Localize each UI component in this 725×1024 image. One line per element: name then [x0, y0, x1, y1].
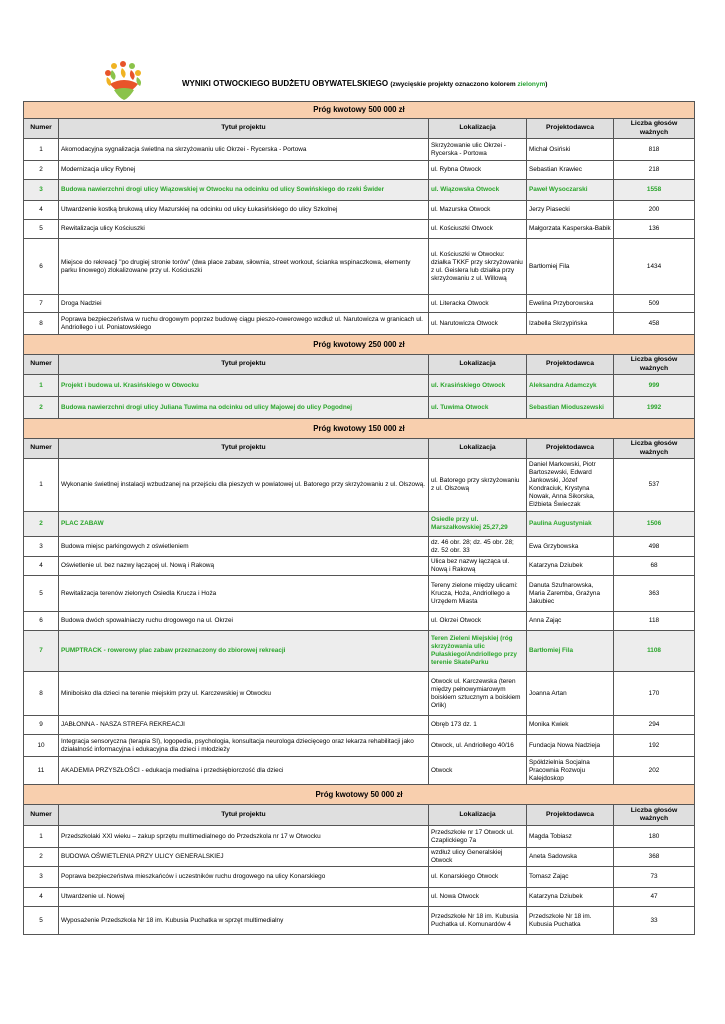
- cell-author: Ewelina Przyborowska: [527, 295, 614, 313]
- cell-author: Joanna Artan: [527, 672, 614, 716]
- cell-votes: 363: [614, 576, 695, 612]
- cell-project-title: Budowa nawierzchni drogi ulicy Wiązowskiej w Otwocku na odcinku od ulicy Sowińskiego do rzeki Świder: [59, 180, 429, 201]
- cell-number: 1: [24, 139, 59, 161]
- cell-votes: 1506: [614, 512, 695, 537]
- section-title: Próg kwotowy 250 000 zł: [24, 335, 695, 355]
- header-title: Tytuł projektu: [59, 805, 429, 826]
- cell-votes: 180: [614, 826, 695, 848]
- cell-number: 3: [24, 180, 59, 201]
- cell-number: 6: [24, 612, 59, 631]
- cell-author: Daniel Markowski, Piotr Bartoszewski, Edward Jankowski, Józef Kondraciuk, Krystyna Nowak, Anna Sikorska, Elżbieta Świeczak: [527, 459, 614, 512]
- table-row: [24, 180, 695, 201]
- title-note: (zwycięskie projekty oznaczono kolorem zielonym): [390, 81, 548, 88]
- column-header-row: [24, 805, 695, 826]
- cell-location: ul. Batorego przy skrzyżowaniu z ul. Olszową: [429, 459, 527, 512]
- table-row: [24, 735, 695, 757]
- cell-author: Danuta Szufnarowska, Maria Zaremba, Grażyna Jakubiec: [527, 576, 614, 612]
- cell-project-title: PLAC ZABAW: [59, 512, 429, 537]
- results-table: [23, 101, 695, 935]
- cell-author: Spółdzielnia Socjalna Pracownia Rozwoju Kalejdoskop: [527, 757, 614, 785]
- cell-location: ul. Konarskiego Otwock: [429, 867, 527, 888]
- header-author: Projektodawca: [527, 439, 614, 459]
- section-title-row: [24, 785, 695, 805]
- cell-project-title: AKADEMIA PRZYSZŁOŚCI - edukacja medialna i przedsiębiorczość dla dzieci: [59, 757, 429, 785]
- cell-location: ul. Krasińskiego Otwock: [429, 375, 527, 397]
- cell-votes: 509: [614, 295, 695, 313]
- table-row: [24, 459, 695, 512]
- column-header-row: [24, 355, 695, 375]
- cell-location: Tereny zielone między ulicami: Krucza, Hoża, Andriollego a Urzędem Miasta: [429, 576, 527, 612]
- cell-number: 9: [24, 716, 59, 735]
- cell-location: Teren Zieleni Miejskiej (róg skrzyżowania ulic Pułaskiego/Andriollego przy terenie SkateParku: [429, 631, 527, 672]
- cell-location: ul. Kościuszki Otwock: [429, 220, 527, 239]
- cell-number: 3: [24, 537, 59, 557]
- table-row: [24, 867, 695, 888]
- cell-project-title: Utwardzenie kostką brukową ulicy Mazurskiej na odcinku od ulicy Łukasińskiego do ulicy Szkolnej: [59, 201, 429, 220]
- cell-number: 4: [24, 201, 59, 220]
- table-row: [24, 239, 695, 295]
- cell-author: Katarzyna Dziubek: [527, 888, 614, 907]
- header-author: Projektodawca: [527, 805, 614, 826]
- cell-project-title: Projekt i budowa ul. Krasińskiego w Otwocku: [59, 375, 429, 397]
- document-title: [182, 79, 547, 88]
- cell-number: 1: [24, 826, 59, 848]
- cell-author: Izabella Skrzypińska: [527, 313, 614, 335]
- table-row: [24, 397, 695, 419]
- section-title: Próg kwotowy 500 000 zł: [24, 102, 695, 119]
- column-header-row: [24, 439, 695, 459]
- header-number: Numer: [24, 355, 59, 375]
- cell-votes: 498: [614, 537, 695, 557]
- section-title-row: [24, 102, 695, 119]
- cell-number: 8: [24, 672, 59, 716]
- table-row: [24, 826, 695, 848]
- cell-number: 5: [24, 220, 59, 239]
- cell-votes: 818: [614, 139, 695, 161]
- cell-number: 1: [24, 459, 59, 512]
- header-title: Tytuł projektu: [59, 119, 429, 139]
- header-votes: Liczba głosów ważnych: [614, 355, 695, 375]
- table-row: [24, 313, 695, 335]
- section-title-row: [24, 419, 695, 439]
- section-title: Próg kwotowy 50 000 zł: [24, 785, 695, 805]
- cell-location: ul. Nowa Otwock: [429, 888, 527, 907]
- cell-project-title: Miejsce do rekreacji "po drugiej stronie torów" (dwa place zabaw, siłownia, street workout, ścianka wspinaczkowa, elementy parku linowego) zlokalizowane przy ul. Kościuszki: [59, 239, 429, 295]
- cell-project-title: Akomodacyjna sygnalizacja świetlna na skrzyżowaniu ulic Okrzei - Rycerska - Portowa: [59, 139, 429, 161]
- table-row: [24, 716, 695, 735]
- header-title: Tytuł projektu: [59, 439, 429, 459]
- cell-location: ul. Literacka Otwock: [429, 295, 527, 313]
- cell-project-title: Budowa miejsc parkingowych z oświetleniem: [59, 537, 429, 557]
- cell-project-title: Wykonanie świetlnej instalacji wzbudzanej na przejściu dla pieszych w powiatowej ul. Batorego przy skrzyżowaniu z ul. Olszową.: [59, 459, 429, 512]
- table-row: [24, 375, 695, 397]
- cell-location: ul. Tuwima Otwock: [429, 397, 527, 419]
- green-note: zielonym: [517, 81, 546, 88]
- table-row: [24, 757, 695, 785]
- cell-author: Anna Zając: [527, 612, 614, 631]
- cell-author: Sebastian Mioduszewski: [527, 397, 614, 419]
- header-location: Lokalizacja: [429, 805, 527, 826]
- cell-author: Bartłomiej Fila: [527, 631, 614, 672]
- cell-author: Tomasz Zając: [527, 867, 614, 888]
- cell-author: Paulina Augustyniak: [527, 512, 614, 537]
- cell-author: Monika Kwiek: [527, 716, 614, 735]
- cell-location: ul. Wiązowska Otwock: [429, 180, 527, 201]
- cell-project-title: Miniboisko dla dzieci na terenie miejskim przy ul. Karczewskiej w Otwocku: [59, 672, 429, 716]
- cell-location: ul. Rybna Otwock: [429, 161, 527, 180]
- cell-author: Katarzyna Dziubek: [527, 557, 614, 576]
- cell-number: 7: [24, 631, 59, 672]
- cell-author: Michał Osiński: [527, 139, 614, 161]
- cell-votes: 202: [614, 757, 695, 785]
- header-location: Lokalizacja: [429, 119, 527, 139]
- header-location: Lokalizacja: [429, 439, 527, 459]
- cell-number: 11: [24, 757, 59, 785]
- header-votes: Liczba głosów ważnych: [614, 439, 695, 459]
- cell-location: ul. Okrzei Otwock: [429, 612, 527, 631]
- cell-number: 7: [24, 295, 59, 313]
- cell-project-title: Wyposażenie Przedszkola Nr 18 im. Kubusia Puchatka w sprzęt multimedialny: [59, 907, 429, 935]
- cell-project-title: Budowa nawierzchni drogi ulicy Juliana Tuwima na odcinku od ulicy Majowej do ulicy Pogodnej: [59, 397, 429, 419]
- cell-votes: 68: [614, 557, 695, 576]
- table-row: [24, 888, 695, 907]
- cell-location: ul. Kościuszki w Otwocku: działka TKKF przy skrzyżowaniu z ul. Geislera lub działka przy skrzyżowaniu z ul. Willową: [429, 239, 527, 295]
- cell-author: Fundacja Nowa Nadzieja: [527, 735, 614, 757]
- section-title: Próg kwotowy 150 000 zł: [24, 419, 695, 439]
- cell-number: 10: [24, 735, 59, 757]
- header-author: Projektodawca: [527, 355, 614, 375]
- cell-location: Osiedle przy ul. Marszałkowskiej 25,27,29: [429, 512, 527, 537]
- header-number: Numer: [24, 439, 59, 459]
- cell-votes: 368: [614, 848, 695, 867]
- table-row: [24, 139, 695, 161]
- cell-number: 2: [24, 161, 59, 180]
- cell-number: 1: [24, 375, 59, 397]
- budget-logo-icon: [100, 60, 148, 104]
- table-row: [24, 576, 695, 612]
- cell-votes: 458: [614, 313, 695, 335]
- table-row: [24, 201, 695, 220]
- cell-author: Aneta Sadowska: [527, 848, 614, 867]
- cell-project-title: Integracja sensoryczna (terapia SI), logopedia, psychologia, konsultacja neurologa dziecięcego oraz lekarza rehabilitacji jako działalność informacyjna i edukacyjna dla dzieci i młodzieży: [59, 735, 429, 757]
- table-row: [24, 907, 695, 935]
- table-row: [24, 848, 695, 867]
- cell-location: Przedszkole nr 17 Otwock ul. Czaplickiego 7a: [429, 826, 527, 848]
- cell-number: 4: [24, 557, 59, 576]
- header-number: Numer: [24, 805, 59, 826]
- cell-location: Otwock: [429, 757, 527, 785]
- cell-votes: 218: [614, 161, 695, 180]
- cell-author: Sebastian Krawiec: [527, 161, 614, 180]
- cell-project-title: Poprawa bezpieczeństwa w ruchu drogowym poprzez budowę ciągu pieszo-rowerowego wzdłuż ul. Narutowicza w granicach ul. Andriollego i ul. Poniatowskiego: [59, 313, 429, 335]
- cell-votes: 1108: [614, 631, 695, 672]
- cell-votes: 294: [614, 716, 695, 735]
- cell-author: Magda Tobiasz: [527, 826, 614, 848]
- cell-author: Paweł Wysoczarski: [527, 180, 614, 201]
- cell-project-title: Oświetlenie ul. bez nazwy łączącej ul. Nową i Rakową: [59, 557, 429, 576]
- cell-author: Przedszkole Nr 18 im. Kubusia Puchatka: [527, 907, 614, 935]
- column-header-row: [24, 119, 695, 139]
- cell-votes: 170: [614, 672, 695, 716]
- header-number: Numer: [24, 119, 59, 139]
- cell-location: dz. 46 obr. 28; dz. 45 obr. 28; dz. 52 obr. 33: [429, 537, 527, 557]
- cell-location: Przedszkole Nr 18 im. Kubusia Puchatka ul. Komunardów 4: [429, 907, 527, 935]
- cell-author: Ewa Grzybowska: [527, 537, 614, 557]
- cell-project-title: Rewitalizacja ulicy Kościuszki: [59, 220, 429, 239]
- header-votes: Liczba głosów ważnych: [614, 119, 695, 139]
- cell-votes: 1558: [614, 180, 695, 201]
- cell-number: 3: [24, 867, 59, 888]
- cell-votes: 1434: [614, 239, 695, 295]
- cell-project-title: BUDOWA OŚWIETLENIA PRZY ULICY GENERALSKIEJ: [59, 848, 429, 867]
- cell-number: 8: [24, 313, 59, 335]
- cell-number: 2: [24, 397, 59, 419]
- cell-location: Skrzyżowanie ulic Okrzei - Rycerska - Portowa: [429, 139, 527, 161]
- cell-number: 2: [24, 848, 59, 867]
- cell-project-title: Przedszkolaki XXI wieku – zakup sprzętu multimedialnego do Przedszkola nr 17 w Otwocku: [59, 826, 429, 848]
- cell-location: Otwock, ul. Andriollego 40/16: [429, 735, 527, 757]
- table-row: [24, 672, 695, 716]
- cell-location: wzdłuż ulicy Generalskiej Otwock: [429, 848, 527, 867]
- table-row: [24, 220, 695, 239]
- cell-number: 2: [24, 512, 59, 537]
- cell-votes: 118: [614, 612, 695, 631]
- cell-location: ul. Narutowicza Otwock: [429, 313, 527, 335]
- cell-number: 5: [24, 907, 59, 935]
- cell-location: Otwock ul. Karczewska (teren między pełnowymiarowym boiskiem sztucznym a boiskiem Orlik): [429, 672, 527, 716]
- table-row: [24, 161, 695, 180]
- cell-author: Małgorzata Kasperska-Babik: [527, 220, 614, 239]
- cell-project-title: Utwardzenie ul. Nowej: [59, 888, 429, 907]
- cell-project-title: Poprawa bezpieczeństwa mieszkańców i uczestników ruchu drogowego na ulicy Konarskiego: [59, 867, 429, 888]
- cell-location: ul. Mazurska Otwock: [429, 201, 527, 220]
- header-votes: Liczba głosów ważnych: [614, 805, 695, 826]
- cell-number: 6: [24, 239, 59, 295]
- cell-project-title: Modernizacja ulicy Rybnej: [59, 161, 429, 180]
- cell-project-title: PUMPTRACK - rowerowy plac zabaw przeznaczony do zbiorowej rekreacji: [59, 631, 429, 672]
- cell-project-title: JABŁONNA - NASZA STREFA REKREACJI: [59, 716, 429, 735]
- cell-votes: 136: [614, 220, 695, 239]
- cell-votes: 537: [614, 459, 695, 512]
- table-row: [24, 537, 695, 557]
- cell-number: 4: [24, 888, 59, 907]
- cell-author: Bartłomiej Fila: [527, 239, 614, 295]
- table-row: [24, 295, 695, 313]
- cell-project-title: Budowa dwóch spowalniaczy ruchu drogowego na ul. Okrzei: [59, 612, 429, 631]
- cell-number: 5: [24, 576, 59, 612]
- cell-votes: 33: [614, 907, 695, 935]
- cell-project-title: Rewitalizacja terenów zielonych Osiedla Krucza i Hoża: [59, 576, 429, 612]
- cell-votes: 73: [614, 867, 695, 888]
- table-row: [24, 512, 695, 537]
- cell-location: Obręb 173 dz. 1: [429, 716, 527, 735]
- section-title-row: [24, 335, 695, 355]
- table-row: [24, 612, 695, 631]
- header-author: Projektodawca: [527, 119, 614, 139]
- cell-location: Ulica bez nazwy łącząca ul. Nową i Rakową: [429, 557, 527, 576]
- cell-author: Aleksandra Adamczyk: [527, 375, 614, 397]
- table-row: [24, 557, 695, 576]
- table-row: [24, 631, 695, 672]
- cell-votes: 1992: [614, 397, 695, 419]
- cell-votes: 192: [614, 735, 695, 757]
- header-title: Tytuł projektu: [59, 355, 429, 375]
- header-location: Lokalizacja: [429, 355, 527, 375]
- cell-votes: 47: [614, 888, 695, 907]
- cell-project-title: Droga Nadziei: [59, 295, 429, 313]
- cell-votes: 200: [614, 201, 695, 220]
- title-text: WYNIKI OTWOCKIEGO BUDŻETU OBYWATELSKIEGO: [182, 79, 389, 88]
- cell-votes: 999: [614, 375, 695, 397]
- cell-author: Jerzy Piasecki: [527, 201, 614, 220]
